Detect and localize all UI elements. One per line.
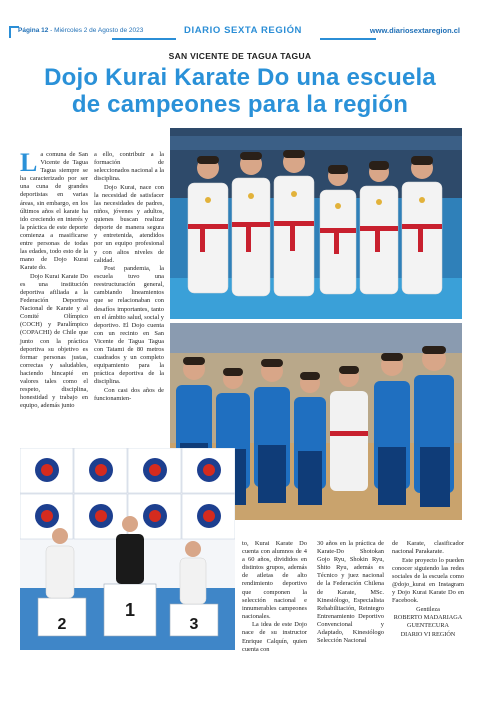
paragraph: to, Kurai Karate Do cuenta con alumnos de 4 a 60 años, divididos en distintos grupos, además de atletas de alto rendimiento deportivo que componen la selección nacional e innumerables campeones nacionales. bbox=[242, 540, 307, 620]
paragraph: de Karate, clasificador nacional Parakarate. bbox=[392, 540, 464, 556]
paragraph: Este proyecto lo pueden conocer siguiendo las redes sociales de la escuela como @dojo_kurai en Instagram y Dojo Kurai Karate Do en Facebook. bbox=[392, 556, 464, 605]
article-column-1 bbox=[20, 148, 88, 411]
lead-paragraph: La comuna de San Vicente de Tagua Tagua siempre se ha caracterizado por ser una cuna de grandes deportistas en varias áreas, sin embargo, en los últimos años el karate ha ido creciendo en interés y la práctica de este deporte comienza a masificarse entre personas de todas las edades, todo esto de la mano de Dojo Kurai Karate do. bbox=[20, 148, 88, 272]
podium-place-2: 2 bbox=[57, 616, 67, 633]
photo-podium-kids bbox=[20, 448, 235, 650]
drop-cap: L bbox=[20, 148, 38, 177]
headline-line-2: de campeones para la región bbox=[71, 91, 409, 118]
credit-label: Gentileza bbox=[416, 605, 440, 613]
website-link[interactable]: www.diariosextaregion.cl bbox=[369, 26, 460, 35]
team-gi-illustration bbox=[170, 128, 462, 319]
headline-line-1: Dojo Kurai Karate Do una escuela bbox=[44, 64, 436, 91]
article-column-2 bbox=[94, 151, 164, 403]
podium-place-1: 1 bbox=[124, 600, 135, 620]
article-column-3 bbox=[242, 540, 307, 654]
paragraph: 30 años en la práctica de Karate-Do Shotokan Gojo Ryu, Shokin Ryu, Shito Ryu, además es Técnico y juez nacional de la Federación Chilena de Karate, MSc. Kinesiólogo, Especialista Rehabilitación, Reintegro Entrenamiento Deportivo Convencional y Adaptado, Kinesiólogo Selección Nacional bbox=[317, 540, 384, 645]
page-header bbox=[8, 26, 472, 40]
header-rule-left bbox=[112, 38, 176, 40]
article-headline bbox=[20, 64, 460, 118]
newspaper-name: DIARIO SEXTA REGIÓN bbox=[184, 25, 303, 36]
article-kicker: SAN VICENTE DE TAGUA TAGUA bbox=[168, 51, 312, 61]
issue-date: - Miércoles 2 de Agosto de 2023 bbox=[50, 27, 144, 34]
header-rule-right bbox=[320, 38, 376, 40]
credit-publication: DIARIO VI REGIÓN bbox=[400, 630, 456, 638]
paragraph: La idea de este Dojo nace de su instructor Enrique Calquín, quien cuenta con bbox=[242, 621, 307, 653]
credit-author-name: ROBERTO MADARIAGA bbox=[393, 613, 463, 621]
paragraph: Dojo Kurai Karate Do es una institución deportiva afiliada a la Federación Deportiva Nacional de Karate y al Comité Olímpico (COCH) y Paralímpico (COPACHI) de Chile que junto con la práctica deportiva su objetivo es formar personas justas, correctas y saludables, haciendo hincapié en valores tales como el respeto, disciplina, honestidad y trabajo en equipo, además junto bbox=[20, 272, 88, 410]
podium-place-3: 3 bbox=[189, 616, 199, 633]
paragraph: Post pandemia, la escuela tuvo una reestructuración general, cambiando lineamientos que se relacionaban con desafíos importantes, tanto en el ámbito salud, social y deportivo. El Dojo cuenta con un recinto en San Vicente de Tagua Tagua con Tatami de 80 metros cuadrados y un completo equipamiento para la práctica deportiva de la disciplina. bbox=[94, 265, 164, 386]
credit-author-surname: GUENTECURA bbox=[407, 622, 449, 630]
paragraph: Dojo Kurai, nace con la necesidad de satisfacer las necesidades de padres, niños, jóvenes y adultos, quienes buscan realizar deporte de manera segura y entretenida, atendidos por un equipo profesional y con altos niveles de calidad. bbox=[94, 183, 164, 264]
article-column-4 bbox=[317, 540, 384, 646]
article-column-5 bbox=[392, 540, 464, 639]
paragraph: a ello, contribuir a la formación de seleccionados nacional a la disciplina. bbox=[94, 151, 164, 183]
page-label: Página 12 bbox=[18, 27, 49, 34]
page-info bbox=[18, 27, 143, 34]
paragraph: Con casi dos años de funcionamien- bbox=[94, 386, 164, 402]
photo-team-in-gi bbox=[170, 128, 462, 319]
